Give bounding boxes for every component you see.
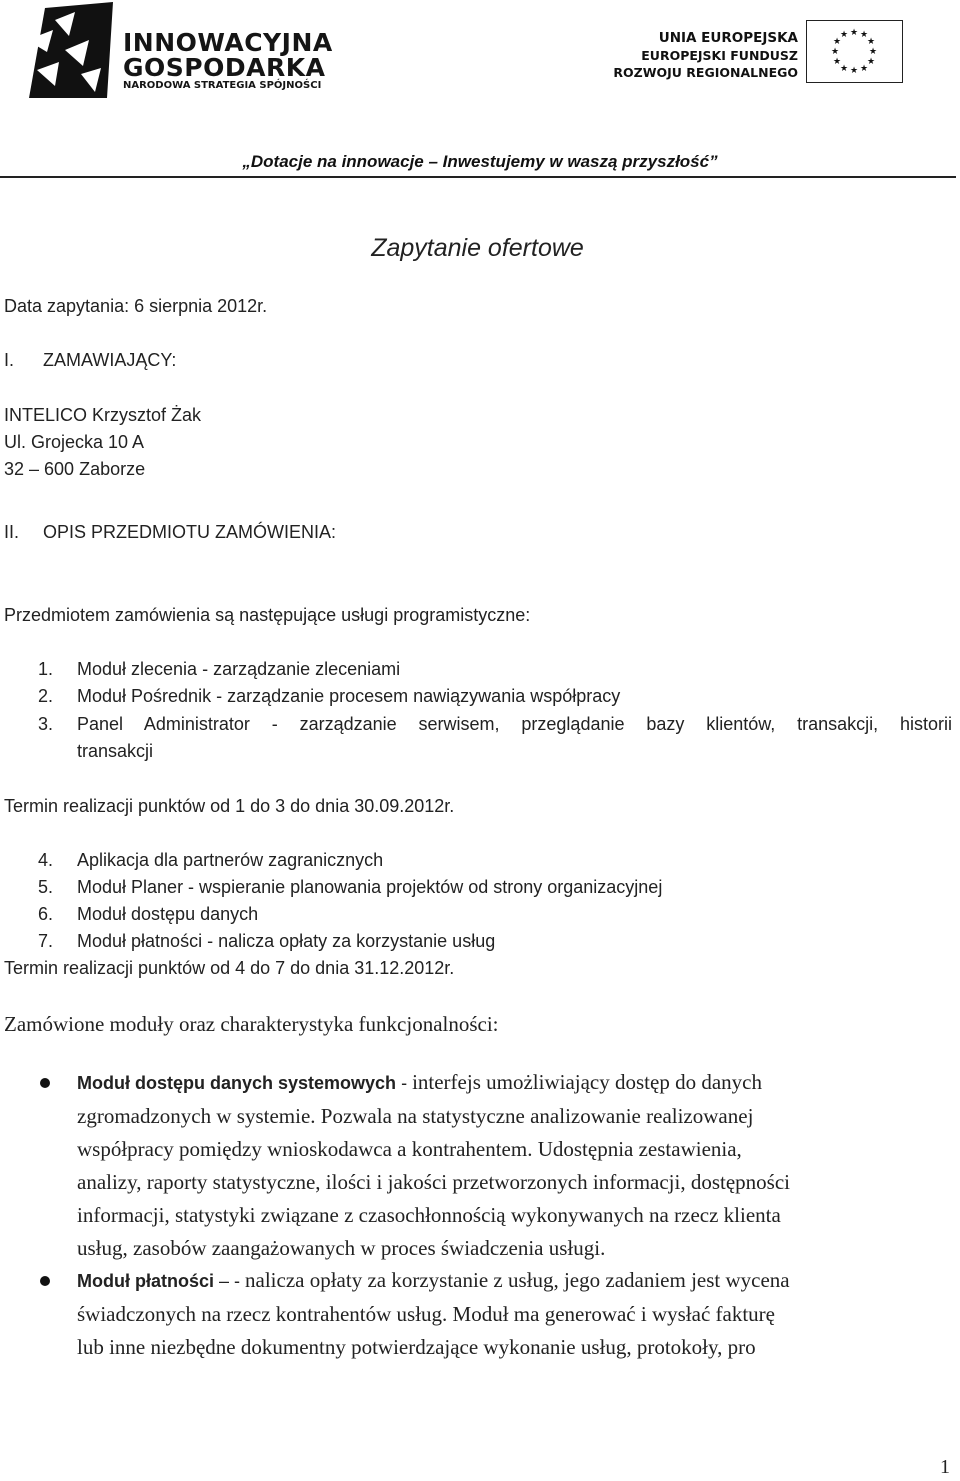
list-item-num: 7. xyxy=(38,931,54,951)
section1-heading: ZAMAWIAJĄCY: xyxy=(43,350,177,370)
module-separator: – - xyxy=(214,1271,246,1291)
logo-emblem-icon xyxy=(25,0,117,100)
section2-num: II. xyxy=(4,522,20,542)
term-b: Termin realizacji punktów od 4 do 7 do dnia 31.12.2012r. xyxy=(4,958,455,978)
list-item: Moduł Pośrednik - zarządzanie procesem nawiązywania współpracy xyxy=(77,686,621,706)
module-description-line: analizy, raporty statystyczne, ilości i jakości przetworzonych informacji, dostępności xyxy=(77,1170,790,1194)
logo-line-1: INNOWACYJNA xyxy=(123,28,333,57)
list-item: Moduł zlecenia - zarządzanie zleceniami xyxy=(77,659,401,679)
module-name: Moduł płatności xyxy=(77,1271,214,1291)
eu-line-3: ROZWOJU REGIONALNEGO xyxy=(613,65,798,80)
list-item-num: 1. xyxy=(38,659,54,679)
module-description-line: informacji, statystyki związane z czasochłonnością wykonywanych na rzecz klienta xyxy=(77,1203,781,1227)
module-description-line xyxy=(77,1066,957,1100)
module-description-line xyxy=(77,1264,957,1298)
section2-heading: OPIS PRZEDMIOTU ZAMÓWIENIA: xyxy=(43,522,337,542)
svg-text:★: ★ xyxy=(839,30,849,40)
section1-num: I. xyxy=(4,350,15,370)
list-item-num: 5. xyxy=(38,877,54,897)
module-name: Moduł dostępu danych systemowych xyxy=(77,1073,397,1093)
svg-text:★: ★ xyxy=(866,57,876,67)
svg-text:★: ★ xyxy=(868,47,878,57)
list-item: Aplikacja dla partnerów zagranicznych xyxy=(77,850,384,870)
svg-text:★: ★ xyxy=(839,64,849,74)
address-line-3: 32 – 600 Zaborze xyxy=(4,459,146,479)
logo-line-3: NARODOWA STRATEGIA SPÓJNOŚCI xyxy=(123,80,322,91)
eu-line-2: EUROPEJSKI FUNDUSZ xyxy=(641,48,798,63)
list-item: Moduł płatności - nalicza opłaty za korzystanie usług xyxy=(77,931,496,951)
address-line-1: INTELICO Krzysztof Żak xyxy=(4,405,202,425)
eu-line-1: UNIA EUROPEJSKA xyxy=(658,30,798,46)
module-description xyxy=(77,1066,957,1265)
list-item-continuation: transakcji xyxy=(77,741,154,761)
svg-text:★: ★ xyxy=(832,37,842,47)
page-title: Zapytanie ofertowe xyxy=(371,234,584,262)
list-item-num: 6. xyxy=(38,904,54,924)
date-line: Data zapytania: 6 sierpnia 2012r. xyxy=(4,296,268,316)
innowacyjna-gospodarka-logo xyxy=(25,0,355,100)
list-item: Moduł dostępu danych xyxy=(77,904,259,924)
module-description-line: świadczonych na rzecz kontrahentów usług. Moduł ma generować i wysłać fakturę xyxy=(77,1302,775,1326)
svg-text:★: ★ xyxy=(866,37,876,47)
header-divider xyxy=(0,176,956,178)
svg-text:★: ★ xyxy=(849,66,859,76)
section2-intro: Przedmiotem zamówienia są następujące usługi programistyczne: xyxy=(4,605,531,625)
eu-flag-icon xyxy=(806,20,903,83)
list-item-num: 4. xyxy=(38,850,54,870)
svg-text:★: ★ xyxy=(849,28,859,38)
module-description-line: współpracy pomiędzy wnioskodawca a kontrahentem. Udostępnia zestawienia, xyxy=(77,1137,742,1161)
module-description-line: zgromadzonych w systemie. Pozwala na statystyczne analizowanie realizowanej xyxy=(77,1104,754,1128)
bullet-icon xyxy=(40,1078,50,1088)
eu-fund-text xyxy=(613,30,798,81)
module-text: nalicza opłaty za korzystanie z usług, jego zadaniem jest wycena xyxy=(245,1268,790,1292)
address-line-2: Ul. Grojecka 10 A xyxy=(4,432,145,452)
svg-text:★: ★ xyxy=(830,47,840,57)
svg-text:★: ★ xyxy=(859,30,869,40)
module-description-line: usług, zasobów zaangażowanych w proces świadczenia usługi. xyxy=(77,1236,606,1260)
module-description-line: lub inne niezbędne dokumentny potwierdzające wykonanie usług, protokoły, pro xyxy=(77,1335,756,1359)
page-number: 1 xyxy=(940,1456,950,1478)
list-item: Panel Administrator - zarządzanie serwisem, przeglądanie bazy klientów, transakcji, historii xyxy=(77,714,952,734)
svg-text:★: ★ xyxy=(859,64,869,74)
bullet-icon xyxy=(40,1276,50,1286)
logo-line-2: GOSPODARKA xyxy=(123,53,326,82)
list-item-num: 2. xyxy=(38,686,54,706)
list-item: Moduł Planer - wspieranie planowania projektów od strony organizacyjnej xyxy=(77,877,663,897)
module-separator: - xyxy=(396,1073,413,1093)
tagline: „Dotacje na innowacje – Inwestujemy w waszą przyszłość” xyxy=(242,152,718,171)
term-a: Termin realizacji punktów od 1 do 3 do dnia 30.09.2012r. xyxy=(4,796,455,816)
eu-stars-icon xyxy=(807,21,901,81)
module-text: interfejs umożliwiający dostęp do danych xyxy=(412,1070,762,1094)
modules-heading: Zamówione moduły oraz charakterystyka funkcjonalności: xyxy=(4,1012,499,1036)
list-item-num: 3. xyxy=(38,714,54,734)
svg-text:★: ★ xyxy=(832,57,842,67)
module-description xyxy=(77,1264,957,1364)
